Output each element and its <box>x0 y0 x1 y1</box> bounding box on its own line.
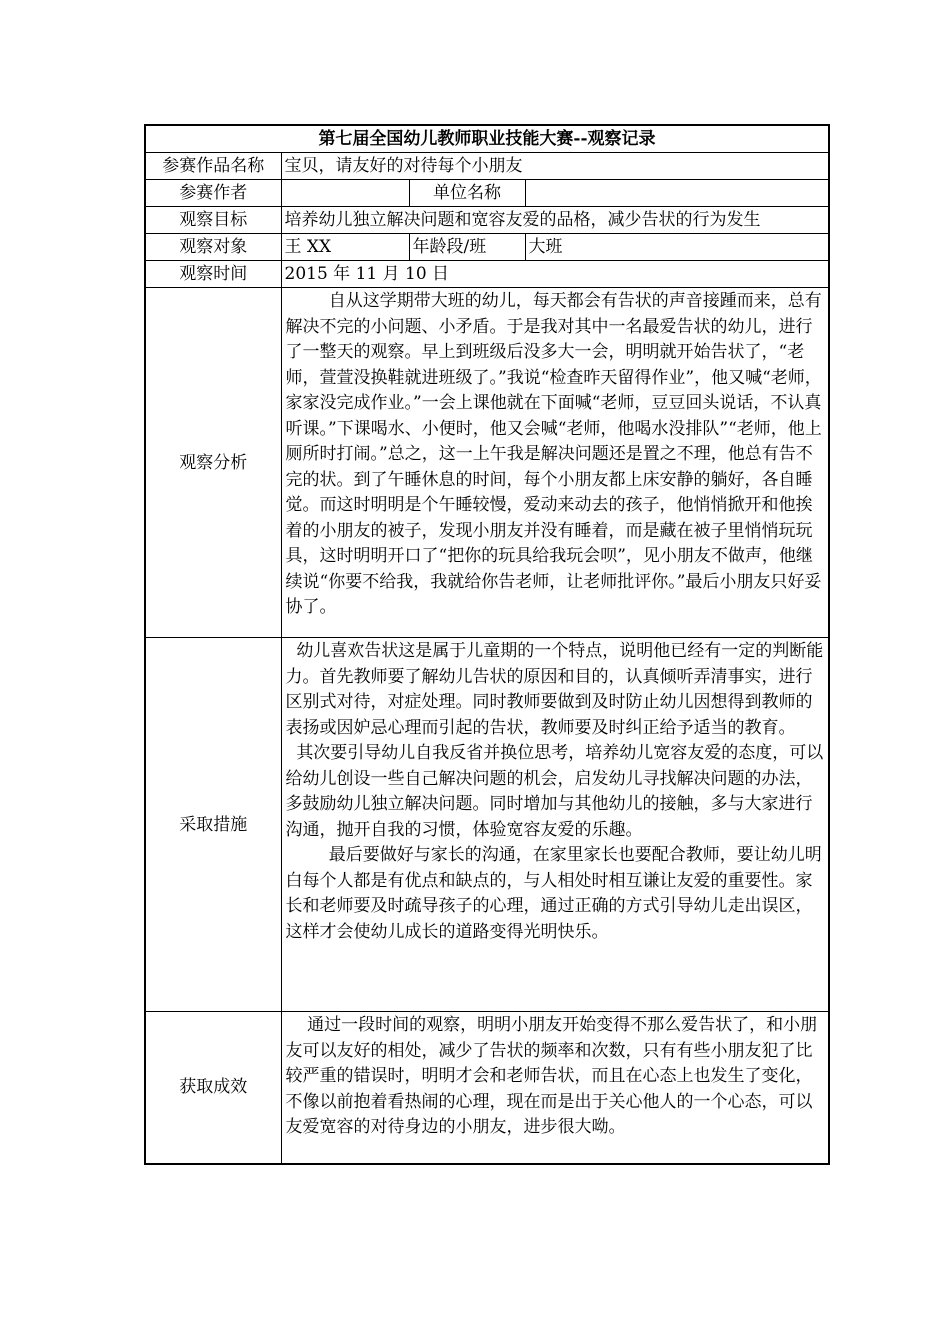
goal-value: 培养幼儿独立解决问题和宽容友爱的品格，减少告状的行为发生 <box>281 207 829 234</box>
work-name-label: 参赛作品名称 <box>145 153 281 180</box>
results-paragraph: 通过一段时间的观察，明明小朋友开始变得不那么爱告状了，和小朋友可以友好的相处，减少了告状的频率和次数，只有有些小朋友犯了比较严重的错误时，明明才会和老师告状，而且在心态上也发生了变化，不像以前抱着看热闹的心理，现在而是出于关心他人的一个心态，可以友爱宽容的对待身边的小朋友，进步很大呦。 <box>285 1015 818 1137</box>
author-label: 参赛作者 <box>145 180 281 207</box>
work-name-value: 宝贝，请友好的对待每个小朋友 <box>281 153 829 180</box>
goal-label: 观察目标 <box>145 207 281 234</box>
measures-label: 采取措施 <box>145 638 281 1012</box>
observation-table <box>144 124 830 1165</box>
measures-paragraph-2: 其次要引导幼儿自我反省并换位思考，培养幼儿宽容友爱的态度，可以给幼儿创设一些自己解决问题的机会，启发幼儿寻找解决问题的办法，多鼓励幼儿独立解决问题。同时增加与其他幼儿的接触，多与大家进行沟通，抛开自我的习惯，体验宽容友爱的乐趣。 <box>285 743 824 840</box>
analysis-content <box>281 288 829 638</box>
measures-paragraph-3: 最后要做好与家长的沟通，在家里家长也要配合教师，要让幼儿明白每个人都是有优点和缺点的，与人相处时相互谦让友爱的重要性。家长和老师要及时疏导孩子的心理，通过正确的方式引导幼儿走出误区，这样才会使幼儿成长的道路变得光明快乐。 <box>285 845 822 942</box>
unit-label: 单位名称 <box>409 180 525 207</box>
results-label: 获取成效 <box>145 1012 281 1164</box>
observation-record-sheet <box>144 124 828 1165</box>
measures-paragraph-1: 幼儿喜欢告状这是属于儿童期的一个特点，说明他已经有一定的判断能力。首先教师要了解幼儿告状的原因和目的，认真倾听弄清事实，进行区别式对待，对症处理。同时教师要做到及时防止幼儿因想得到教师的表扬或因妒忌心理而引起的告状，教师要及时纠正给予适当的教育。 <box>285 641 824 738</box>
analysis-label: 观察分析 <box>145 288 281 638</box>
results-content <box>281 1012 829 1164</box>
grade-value: 大班 <box>525 234 829 261</box>
time-label: 观察时间 <box>145 261 281 288</box>
measures-content <box>281 638 829 1012</box>
analysis-paragraph: 自从这学期带大班的幼儿，每天都会有告状的声音接踵而来，总有解决不完的小问题、小矛盾。于是我对其中一名最爱告状的幼儿，进行了一整天的观察。早上到班级后没多大一会，明明就开始告状了，“老师，萱萱没换鞋就进班级了。”我说“检查昨天留得作业”，他又喊“老师，家家没完成作业。”一会上课他就在下面喊“老师，豆豆回头说话，不认真听课。”下课喝水、小便时，他又会喊“老师，他喝水没排队”“老师，他上厕所时打闹。”总之，这一上午我是解决问题还是置之不理，他总有告不完的状。到了午睡休息的时间，每个小朋友都上床安静的躺好，各自睡觉。而这时明明是个午睡较慢，爱动来动去的孩子，他悄悄掀开和他挨着的小朋友的被子，发现小朋友并没有睡着，而是藏在被子里悄悄玩玩具，这时明明开口了“把你的玩具给我玩会呗”，见小朋友不做声，他继续说“你要不给我，我就给你告老师，让老师批评你。”最后小朋友只好妥协了。 <box>285 291 822 617</box>
time-value: 2015 年 11 月 10 日 <box>281 261 829 288</box>
subject-label: 观察对象 <box>145 234 281 261</box>
subject-value: 王 XX <box>281 234 409 261</box>
record-title: 第七届全国幼儿教师职业技能大赛--观察记录 <box>145 125 829 153</box>
author-value <box>281 180 409 207</box>
unit-value <box>525 180 829 207</box>
grade-label: 年龄段/班 <box>409 234 525 261</box>
